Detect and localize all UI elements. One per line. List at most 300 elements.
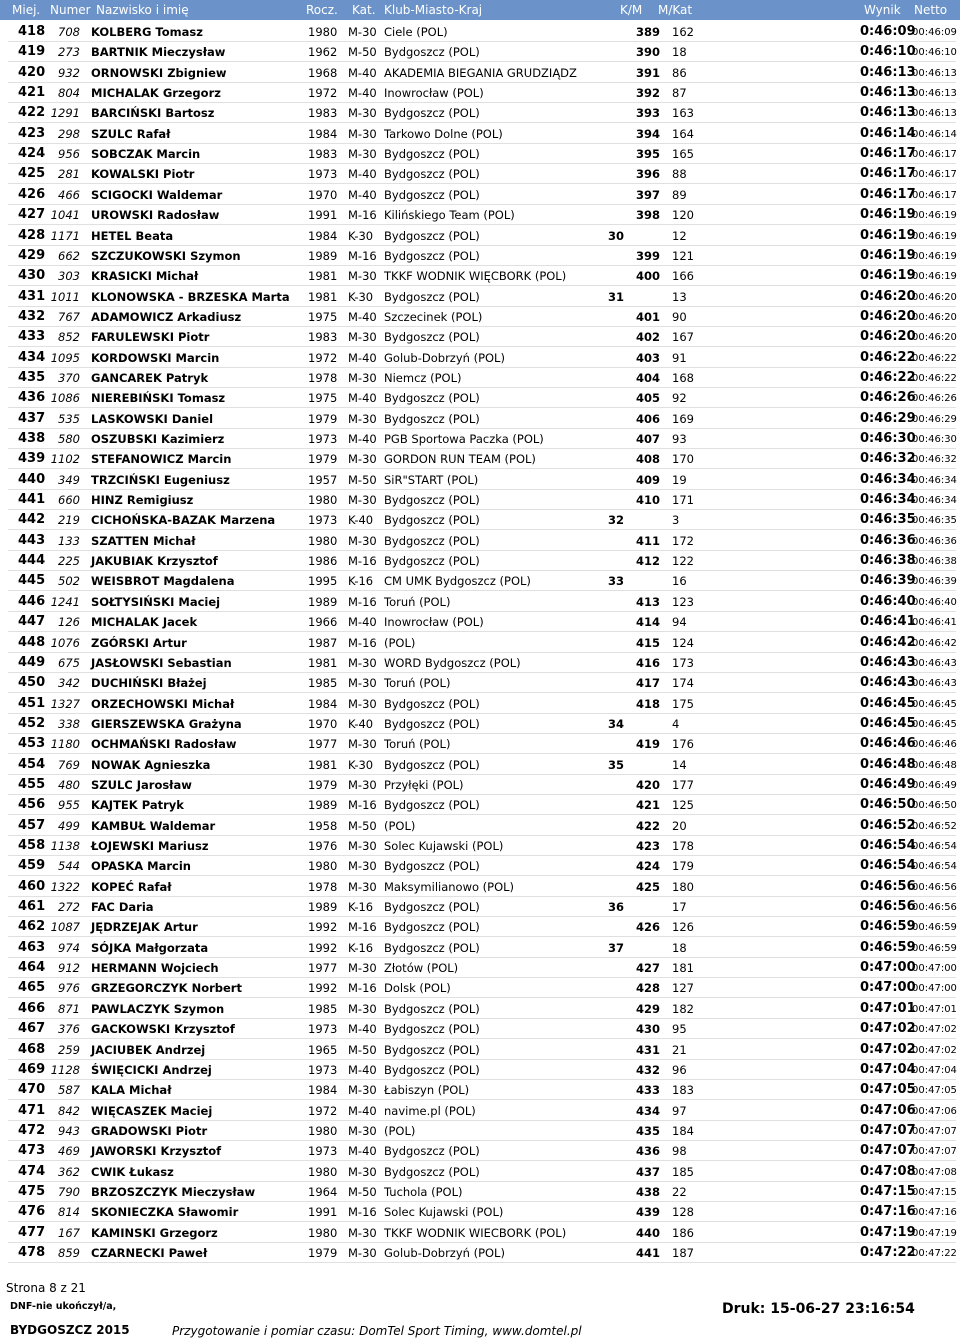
row-net-time: 00:46:20 [912,312,957,323]
row-men-place: 404 [636,371,661,385]
row-number: 1087 [50,920,80,934]
row-net-time: 00:46:35 [912,515,957,526]
row-year: 1973 [308,432,338,446]
row-name: GRADOWSKI Piotr [91,1124,208,1138]
row-club: Bydgoszcz (POL) [384,1043,480,1057]
row-cat-place: 17 [672,900,687,914]
row-divider [8,183,956,184]
row-cat-place: 173 [672,656,694,670]
row-number: 469 [58,1144,80,1158]
table-row [0,1202,960,1222]
row-place: 468 [18,1042,46,1057]
row-net-time: 00:46:39 [912,576,957,587]
row-number: 660 [58,493,80,507]
row-year: 1980 [308,534,338,548]
row-place: 425 [18,166,46,181]
row-result: 0:46:29 [860,411,916,426]
table-row [0,449,960,469]
row-club: Bydgoszcz (POL) [384,1063,480,1077]
table-row [0,673,960,693]
row-men-place: 409 [636,473,661,487]
row-name: NOWAK Agnieszka [91,758,211,772]
row-club: Łabiszyn (POL) [384,1083,470,1097]
row-club: TKKF WODNIK WIECBORK (POL) [384,1226,567,1240]
row-name: KAMINSKI Grzegorz [91,1226,218,1240]
row-year: 1992 [308,981,338,995]
row-men-place: 392 [636,86,661,100]
table-row [0,63,960,83]
row-number: 769 [58,758,80,772]
row-divider [8,753,956,754]
row-category: M-30 [348,859,377,873]
row-category: M-16 [348,1205,377,1219]
table-row [0,775,960,795]
table-row [0,551,960,571]
row-men-place: 397 [636,188,661,202]
row-category: M-30 [348,1165,377,1179]
row-divider [8,936,956,937]
table-row [0,490,960,510]
row-name: SZCZUKOWSKI Szymon [91,249,241,263]
row-cat-place: 170 [672,452,694,466]
row-cat-place: 126 [672,920,694,934]
row-women-place: 34 [608,717,625,731]
row-men-place: 389 [636,25,661,39]
row-place: 429 [18,248,46,263]
row-result: 0:46:45 [860,696,916,711]
row-number: 303 [58,269,80,283]
row-category: M-30 [348,371,377,385]
row-name: KORDOWSKI Marcin [91,351,220,365]
table-row [0,1121,960,1141]
row-result: 0:46:50 [860,797,916,812]
row-club: Bydgoszcz (POL) [384,717,480,731]
row-place: 462 [18,919,46,934]
row-category: M-30 [348,880,377,894]
row-place: 423 [18,126,46,141]
row-club: Bydgoszcz (POL) [384,1022,480,1036]
row-club: GORDON RUN TEAM (POL) [384,452,536,466]
row-number: 466 [58,188,80,202]
row-net-time: 00:46:38 [912,556,957,567]
row-name: JĘDRZEJAK Artur [91,920,198,934]
row-place: 469 [18,1062,46,1077]
row-women-place: 36 [608,900,625,914]
row-net-time: 00:47:07 [912,1146,957,1157]
row-category: M-40 [348,432,377,446]
row-club: Inowrocław (POL) [384,615,484,629]
row-men-place: 433 [636,1083,661,1097]
row-club: Bydgoszcz (POL) [384,412,480,426]
table-row [0,205,960,225]
dnf-note: DNF-nie ukończył/a, [10,1301,117,1312]
row-year: 1980 [308,1165,338,1179]
row-year: 1973 [308,513,338,527]
row-net-time: 00:46:54 [912,861,957,872]
row-women-place: 32 [608,513,625,527]
row-place: 441 [18,492,46,507]
row-year: 1981 [308,758,338,772]
row-cat-place: 176 [672,737,694,751]
table-row [0,287,960,307]
row-name: ŚWIĘCICKI Andrzej [91,1063,212,1077]
row-number: 1011 [50,290,80,304]
row-result: 0:46:20 [860,329,916,344]
row-number: 708 [58,25,80,39]
row-club: Bydgoszcz (POL) [384,941,480,955]
row-year: 1991 [308,1205,338,1219]
row-men-place: 435 [636,1124,661,1138]
row-result: 0:46:59 [860,919,916,934]
row-place: 453 [18,736,46,751]
table-row [0,1101,960,1121]
row-number: 767 [58,310,80,324]
row-number: 976 [58,981,80,995]
row-cat-place: 179 [672,859,694,873]
table-row [0,1223,960,1243]
row-cat-place: 4 [672,717,680,731]
row-category: M-16 [348,636,377,650]
row-men-place: 390 [636,45,661,59]
row-place: 473 [18,1143,46,1158]
row-club: Toruń (POL) [384,676,451,690]
row-category: K-30 [348,758,374,772]
row-year: 1991 [308,208,338,222]
row-cat-place: 93 [672,432,687,446]
row-club: Dolsk (POL) [384,981,451,995]
row-net-time: 00:46:46 [912,739,957,750]
row-net-time: 00:46:19 [912,210,957,221]
row-place: 472 [18,1123,46,1138]
row-year: 1957 [308,473,338,487]
row-year: 1972 [308,1104,338,1118]
row-number: 133 [58,534,80,548]
row-name: SZULC Rafał [91,127,171,141]
row-cat-place: 22 [672,1185,687,1199]
table-row [0,836,960,856]
row-result: 0:46:43 [860,655,916,670]
row-year: 1980 [308,493,338,507]
row-category: M-50 [348,819,377,833]
table-row [0,144,960,164]
row-year: 1980 [308,1124,338,1138]
row-number: 912 [58,961,80,975]
row-year: 1992 [308,920,338,934]
row-club: Złotów (POL) [384,961,459,975]
row-club: Tarkowo Dolne (POL) [384,127,503,141]
row-year: 1984 [308,1083,338,1097]
row-number: 790 [58,1185,80,1199]
row-result: 0:46:10 [860,44,916,59]
row-name: KRASICKI Michał [91,269,199,283]
row-result: 0:46:26 [860,390,916,405]
row-name: BRZOSZCZYK Mieczysław [91,1185,256,1199]
row-result: 0:46:56 [860,899,916,914]
table-row [0,917,960,937]
row-result: 0:46:45 [860,716,916,731]
table-row [0,1182,960,1202]
row-cat-place: 86 [672,66,687,80]
row-year: 1973 [308,1144,338,1158]
row-women-place: 30 [608,229,625,243]
row-year: 1992 [308,941,338,955]
row-men-place: 403 [636,351,661,365]
row-club: Bydgoszcz (POL) [384,554,480,568]
row-year: 1965 [308,1043,338,1057]
row-place: 435 [18,370,46,385]
row-name: JAWORSKI Krzysztof [91,1144,222,1158]
row-result: 0:46:43 [860,675,916,690]
row-place: 420 [18,65,46,80]
row-place: 461 [18,899,46,914]
row-year: 1976 [308,839,338,853]
row-name: LASKOWSKI Daniel [91,412,214,426]
row-number: 376 [58,1022,80,1036]
row-name: JASŁOWSKI Sebastian [91,656,232,670]
row-club: Bydgoszcz (POL) [384,697,480,711]
row-result: 0:46:30 [860,431,916,446]
row-year: 1987 [308,636,338,650]
row-name: ORNOWSKI Zbigniew [91,66,227,80]
table-row [0,877,960,897]
row-cat-place: 98 [672,1144,687,1158]
row-name: SKONIECZKA Sławomir [91,1205,239,1219]
row-place: 421 [18,85,46,100]
row-place: 474 [18,1164,46,1179]
row-category: M-30 [348,1124,377,1138]
row-place: 445 [18,573,46,588]
row-club: Maksymilianowo (POL) [384,880,515,894]
row-number: 943 [58,1124,80,1138]
row-cat-place: 95 [672,1022,687,1036]
row-place: 422 [18,105,46,120]
row-result: 0:46:38 [860,553,916,568]
row-name: KOLBERG Tomasz [91,25,203,39]
row-name: CWIK Łukasz [91,1165,174,1179]
row-cat-place: 123 [672,595,694,609]
row-cat-place: 122 [672,554,694,568]
row-year: 1970 [308,188,338,202]
row-net-time: 00:46:09 [912,27,957,38]
row-cat-place: 163 [672,106,694,120]
row-category: M-16 [348,249,377,263]
row-cat-place: 187 [672,1246,694,1260]
row-number: 167 [58,1226,80,1240]
row-category: M-16 [348,981,377,995]
row-men-place: 423 [636,839,661,853]
row-net-time: 00:46:30 [912,434,957,445]
table-row [0,42,960,62]
row-result: 0:46:52 [860,818,916,833]
table-row [0,958,960,978]
row-club: Bydgoszcz (POL) [384,493,480,507]
row-divider [8,590,956,591]
row-number: 480 [58,778,80,792]
row-men-place: 393 [636,106,661,120]
row-net-time: 00:46:17 [912,169,957,180]
table-row [0,531,960,551]
row-name: OCHMAŃSKI Radosław [91,737,237,751]
row-cat-place: 167 [672,330,694,344]
row-category: K-40 [348,513,374,527]
row-men-place: 431 [636,1043,661,1057]
row-name: KOPEĆ Rafał [91,880,172,894]
row-name: SZATTEN Michał [91,534,196,548]
row-category: M-30 [348,697,377,711]
row-result: 0:46:59 [860,940,916,955]
row-club: AKADEMIA BIEGANIA GRUDZIĄDZ [384,66,577,80]
row-net-time: 00:46:13 [912,108,957,119]
row-men-place: 402 [636,330,661,344]
row-category: M-40 [348,1063,377,1077]
row-club: Toruń (POL) [384,737,451,751]
row-net-time: 00:46:56 [912,882,957,893]
row-place: 451 [18,696,46,711]
row-result: 0:47:02 [860,1042,916,1057]
row-net-time: 00:46:42 [912,638,957,649]
row-year: 1978 [308,371,338,385]
row-category: M-30 [348,25,377,39]
row-result: 0:46:46 [860,736,916,751]
row-cat-place: 169 [672,412,694,426]
row-year: 1978 [308,880,338,894]
table-row [0,266,960,286]
row-place: 431 [18,289,46,304]
row-net-time: 00:47:04 [912,1065,957,1076]
table-row [0,633,960,653]
table-row [0,246,960,266]
row-divider [8,1160,956,1161]
row-cat-place: 172 [672,534,694,548]
row-cat-place: 21 [672,1043,687,1057]
row-club: Bydgoszcz (POL) [384,167,480,181]
row-place: 456 [18,797,46,812]
row-net-time: 00:46:10 [912,47,957,58]
row-number: 126 [58,615,80,629]
row-name: SOBCZAK Marcin [91,147,201,161]
row-place: 455 [18,777,46,792]
row-result: 0:46:35 [860,512,916,527]
row-club: Bydgoszcz (POL) [384,1002,480,1016]
table-row [0,22,960,42]
row-name: WIĘCASZEK Maciej [91,1104,213,1118]
row-category: K-16 [348,941,374,955]
row-net-time: 00:47:06 [912,1106,957,1117]
row-men-place: 432 [636,1063,661,1077]
row-club: Inowrocław (POL) [384,86,484,100]
row-name: CZARNECKI Paweł [91,1246,208,1260]
row-number: 932 [58,66,80,80]
row-cat-place: 92 [672,391,687,405]
row-cat-place: 185 [672,1165,694,1179]
row-cat-place: 168 [672,371,694,385]
row-year: 1980 [308,25,338,39]
header-number: Numer [50,3,91,17]
row-result: 0:46:34 [860,472,916,487]
row-number: 1128 [50,1063,80,1077]
row-club: Toruń (POL) [384,595,451,609]
row-result: 0:46:19 [860,228,916,243]
row-divider [8,1099,956,1100]
row-number: 955 [58,798,80,812]
row-divider [8,224,956,225]
row-cat-place: 90 [672,310,687,324]
row-men-place: 413 [636,595,661,609]
row-name: OSZUBSKI Kazimierz [91,432,225,446]
row-net-time: 00:46:19 [912,251,957,262]
row-category: M-40 [348,188,377,202]
row-club: Bydgoszcz (POL) [384,1144,480,1158]
row-club: Bydgoszcz (POL) [384,229,480,243]
row-net-time: 00:46:59 [912,943,957,954]
row-year: 1973 [308,167,338,181]
table-row [0,164,960,184]
row-place: 450 [18,675,46,690]
row-place: 475 [18,1184,46,1199]
table-row [0,226,960,246]
header-net: Netto [914,3,948,17]
row-club: Bydgoszcz (POL) [384,920,480,934]
row-result: 0:47:01 [860,1001,916,1016]
timing-credits: Przygotowanie i pomiar czasu: DomTel Sport Timing, www.domtel.pl [172,1324,582,1338]
row-cat-place: 165 [672,147,694,161]
row-name: GACKOWSKI Krzysztof [91,1022,235,1036]
row-club: Bydgoszcz (POL) [384,900,480,914]
row-place: 464 [18,960,46,975]
row-men-place: 395 [636,147,661,161]
row-number: 535 [58,412,80,426]
row-name: NIEREBIŃSKI Tomasz [91,391,226,405]
header-gender-place: K/M [620,3,643,17]
row-name: BARTNIK Mieczysław [91,45,226,59]
row-cat-place: 186 [672,1226,694,1240]
row-men-place: 429 [636,1002,661,1016]
row-number: 502 [58,574,80,588]
row-year: 1983 [308,147,338,161]
row-number: 580 [58,432,80,446]
row-category: M-30 [348,412,377,426]
row-cat-place: 96 [672,1063,687,1077]
row-year: 1983 [308,106,338,120]
row-year: 1981 [308,290,338,304]
row-net-time: 00:46:19 [912,271,957,282]
row-cat-place: 174 [672,676,694,690]
table-row [0,1080,960,1100]
header-club: Klub-Miasto-Kraj [384,3,483,17]
row-result: 0:47:19 [860,1225,916,1240]
row-category: K-30 [348,229,374,243]
row-net-time: 00:46:19 [912,231,957,242]
row-place: 448 [18,635,46,650]
row-year: 1985 [308,676,338,690]
table-row [0,653,960,673]
row-men-place: 440 [636,1226,661,1240]
row-number: 272 [58,900,80,914]
row-category: M-30 [348,1083,377,1097]
row-number: 1241 [50,595,80,609]
row-category: M-50 [348,1043,377,1057]
row-men-place: 418 [636,697,661,711]
row-name: HERMANN Wojciech [91,961,219,975]
row-result: 0:46:49 [860,777,916,792]
row-number: 1102 [50,452,80,466]
row-category: M-40 [348,1104,377,1118]
row-year: 1975 [308,310,338,324]
row-category: M-16 [348,554,377,568]
table-row [0,714,960,734]
row-men-place: 421 [636,798,661,812]
row-number: 370 [58,371,80,385]
